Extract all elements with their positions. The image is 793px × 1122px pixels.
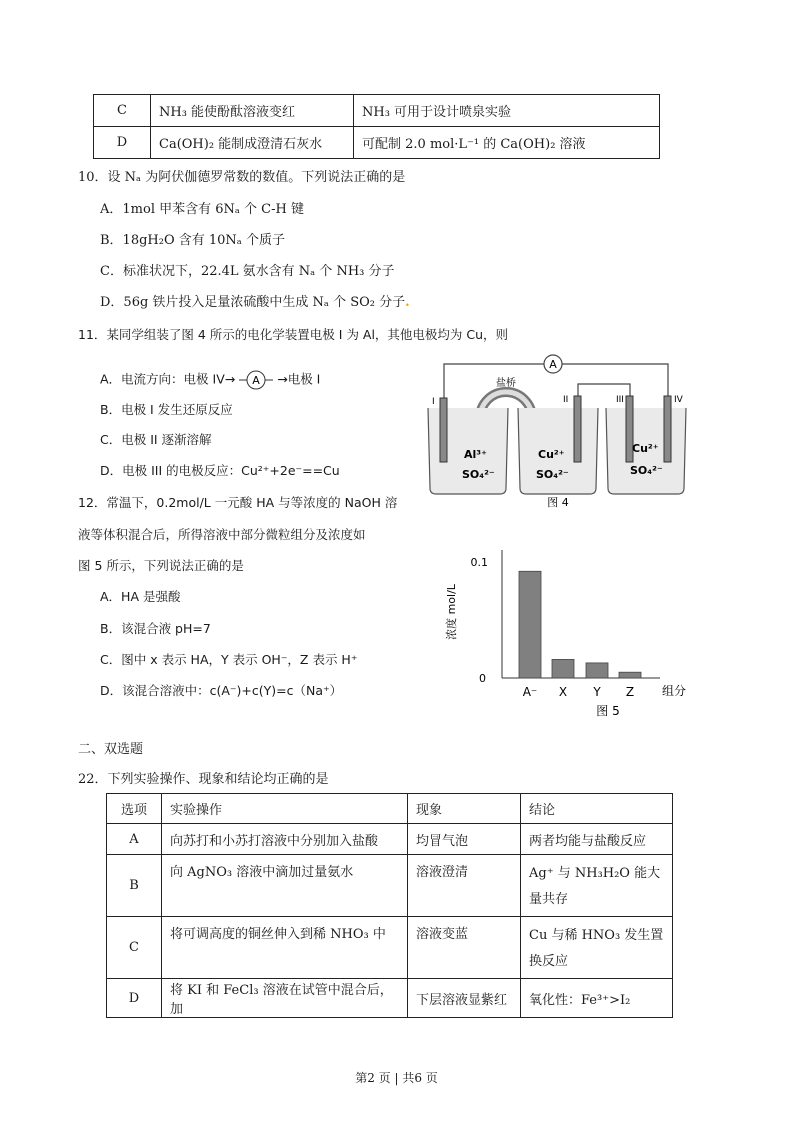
orange-dot: . — [405, 295, 410, 310]
q10-option-c: C．标准状况下，22.4L 氨水含有 Nₐ 个 NH₃ 分子 — [100, 264, 395, 279]
table-row — [94, 127, 660, 159]
section-2-title: 二、双选题 — [78, 742, 144, 757]
ammeter-icon — [239, 369, 273, 391]
y-axis-label: 浓度 mol/L — [445, 584, 458, 640]
cell-phenomenon: 均冒气泡 — [408, 824, 521, 855]
cell-left: NH₃ 能使酚酞溶液变红 — [151, 95, 354, 127]
beaker-1-cation: Al³⁺ — [464, 448, 487, 461]
row-label: B — [107, 855, 162, 917]
fig-ammeter-label: A — [549, 358, 557, 371]
q10-option-a: A．1mol 甲苯含有 6Nₐ 个 C-H 键 — [100, 202, 304, 217]
row-label: C — [94, 95, 151, 127]
beaker-3-anion: SO₄²⁻ — [630, 464, 663, 477]
header-cell: 实验操作 — [162, 794, 408, 824]
cell-conclusion: 氧化性：Fe³⁺>I₂ — [521, 979, 673, 1018]
header-cell: 结论 — [521, 794, 673, 824]
row-label: A — [107, 824, 162, 855]
electrode-1-label: I — [432, 397, 435, 407]
cell-conclusion: Cu 与稀 HNO₃ 发生置 换反应 — [521, 917, 673, 979]
beaker-2-anion: SO₄²⁻ — [536, 468, 569, 481]
cell-phenomenon: 下层溶液显紫红 — [408, 979, 521, 1018]
q11-stem: 11．某同学组装了图 4 所示的电化学装置电极 I 为 Al，其他电极均为 Cu，则 — [78, 327, 509, 342]
electrode-4-label: IV — [674, 395, 683, 405]
row-label: D — [107, 979, 162, 1018]
cell-conclusion: Ag⁺ 与 NH₃H₂O 能大 量共存 — [521, 855, 673, 917]
q12-option-b: B．该混合液 pH=7 — [100, 621, 211, 636]
header-cell: 选项 — [107, 794, 162, 824]
q10-option-d: D．56g 铁片投入足量浓硫酸中生成 Nₐ 个 SO₂ 分子. — [100, 295, 410, 310]
table-header-row — [107, 794, 673, 824]
electrode-3-label: III — [616, 395, 624, 405]
q11-option-c: C．电极 II 逐渐溶解 — [100, 432, 212, 447]
x-axis-label: 组分 — [662, 684, 687, 698]
q10-stem: 10．设 Nₐ 为阿伏伽德罗常数的数值。下列说法正确的是 — [78, 170, 406, 185]
cell-operation: 向 AgNO₃ 溶液中滴加过量氨水 — [162, 855, 408, 917]
ammeter-label: A — [252, 374, 260, 387]
beaker-2-cation: Cu²⁺ — [538, 448, 565, 461]
row-label: C — [107, 917, 162, 979]
x-tick-label: A⁻ — [522, 685, 538, 699]
figure-4-caption: 图 4 — [547, 496, 569, 508]
q12-option-d: D．该混合溶液中：c(A⁻)+c(Y)=c（Na⁺） — [100, 683, 343, 698]
cell-operation: 向苏打和小苏打溶液中分别加入盐酸 — [162, 824, 408, 855]
electrode-2 — [574, 396, 581, 462]
page-footer: 第2 页 | 共6 页 — [355, 1071, 438, 1085]
bar-3 — [586, 663, 608, 678]
q11-option-d: D．电极 III 的电极反应：Cu²⁺+2e⁻==Cu — [100, 463, 340, 478]
table-row — [94, 95, 660, 127]
top-table — [93, 94, 660, 159]
q10-option-b: B．18gH₂O 含有 10Nₐ 个质子 — [100, 233, 285, 248]
q12-option-c: C．图中 x 表示 HA，Y 表示 OH⁻，Z 表示 H⁺ — [100, 652, 358, 667]
cell-right: 可配制 2.0 mol·L⁻¹ 的 Ca(OH)₂ 溶液 — [354, 127, 660, 159]
bar-2 — [552, 659, 574, 678]
bar-4 — [619, 672, 641, 678]
cell-right: NH₃ 可用于设计喷泉实验 — [354, 95, 660, 127]
cell-conclusion: 两者均能与盐酸反应 — [521, 824, 673, 855]
x-tick-label: Z — [625, 685, 635, 699]
electrode-4 — [664, 396, 671, 462]
salt-bridge-label: 盐桥 — [496, 378, 516, 389]
cell-left: Ca(OH)₂ 能制成澄清石灰水 — [151, 127, 354, 159]
y-tick-label-zero: 0 — [479, 672, 486, 685]
x-tick-label: X — [558, 685, 568, 699]
table-row — [107, 824, 673, 855]
q12-stem-line-3: 图 5 所示，下列说法正确的是 — [78, 558, 244, 573]
y-tick-label-top: 0.1 — [470, 556, 488, 569]
table-row — [107, 917, 673, 979]
beaker-1-anion: SO₄²⁻ — [462, 468, 495, 481]
cell-operation: 将 KI 和 FeCl₃ 溶液在试管中混合后，加 — [162, 979, 408, 1018]
table-row — [107, 979, 673, 1018]
cell-operation: 将可调高度的铜丝伸入到稀 NHO₃ 中 — [162, 917, 408, 979]
figure-5-chart — [430, 520, 700, 728]
x-tick-label: Y — [593, 685, 601, 699]
electrode-2-label: II — [563, 395, 569, 405]
beaker-3-cation: Cu²⁺ — [632, 442, 659, 455]
q12-option-a: A．HA 是强酸 — [100, 589, 181, 604]
q22-stem: 22．下列实验操作、现象和结论均正确的是 — [78, 772, 329, 787]
q11-option-a: A．电流方向：电极 IV→ A →电极 I — [100, 369, 320, 391]
figure-5-caption: 图 5 — [596, 704, 620, 718]
q22-table — [106, 793, 673, 1018]
bar-1 — [519, 571, 541, 678]
cell-phenomenon: 溶液变蓝 — [408, 917, 521, 979]
row-label: D — [94, 127, 151, 159]
q12-stem-line-2: 液等体积混合后，所得溶液中部分微粒组分及浓度如 — [78, 527, 366, 542]
figure-4-apparatus — [418, 348, 696, 508]
header-cell: 现象 — [408, 794, 521, 824]
q12-stem-line-1: 12．常温下，0.2mol/L 一元酸 HA 与等浓度的 NaOH 溶 — [78, 495, 398, 510]
table-row — [107, 855, 673, 917]
cell-phenomenon: 溶液澄清 — [408, 855, 521, 917]
q11-option-b: B．电极 I 发生还原反应 — [100, 402, 233, 417]
electrode-1 — [440, 398, 447, 462]
